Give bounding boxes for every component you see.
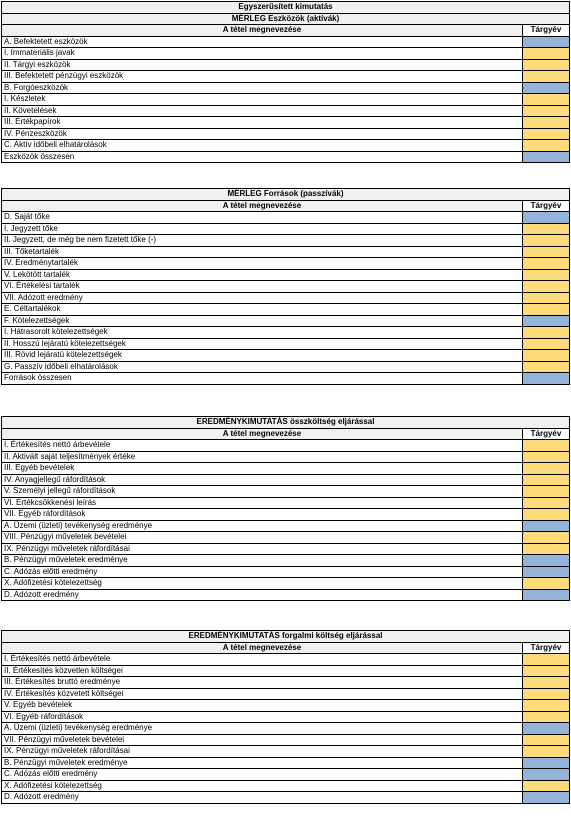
table-row bbox=[2, 700, 570, 712]
table-row bbox=[2, 769, 570, 781]
table-row bbox=[2, 578, 570, 590]
row-label-iv-anyagjellegu-raforditasok: IV. Anyagjellegű ráfordítások bbox=[2, 474, 523, 486]
input-value-cell[interactable] bbox=[522, 486, 569, 498]
row-label-iii-ertekesites-brutto-eredmenye: III. Értékesítés bruttó eredménye bbox=[2, 677, 523, 689]
column-header-row bbox=[2, 200, 570, 212]
input-value-cell[interactable] bbox=[522, 117, 569, 129]
table-row bbox=[2, 71, 570, 83]
row-label-i-keszletek: I. Készletek bbox=[2, 94, 523, 106]
input-value-cell[interactable] bbox=[522, 361, 569, 373]
table-row bbox=[2, 128, 570, 140]
table-row bbox=[2, 373, 570, 385]
table-row bbox=[2, 543, 570, 555]
row-label-c-adozas-elotti-eredmeny: C. Adózás előtti eredmény bbox=[2, 566, 523, 578]
current-year-header: Tárgyév bbox=[522, 25, 569, 37]
row-label-v-egyeb-bevetelek: V. Egyéb bevételek bbox=[2, 700, 523, 712]
table-row bbox=[2, 105, 570, 117]
column-header-row bbox=[2, 428, 570, 440]
table-row bbox=[2, 665, 570, 677]
row-label-iii-toketartalek: III. Tőketartalék bbox=[2, 246, 523, 258]
computed-value-cell bbox=[523, 769, 570, 781]
table-row bbox=[2, 94, 570, 106]
computed-value-cell bbox=[522, 555, 569, 567]
input-value-cell[interactable] bbox=[522, 94, 569, 106]
table-title-row bbox=[2, 189, 570, 201]
row-label-e-celtartalekok: E. Céltartalékok bbox=[2, 304, 523, 316]
table-row bbox=[2, 520, 570, 532]
table-row bbox=[2, 688, 570, 700]
table-row bbox=[2, 281, 570, 293]
table-row bbox=[2, 497, 570, 509]
input-value-cell[interactable] bbox=[522, 497, 569, 509]
input-value-cell[interactable] bbox=[522, 440, 569, 452]
row-label-viii-penzugyi-muveletek-bevetelei: VIII. Pénzügyi műveletek bevételei bbox=[2, 532, 523, 544]
row-label-i-jegyzett-toke: I. Jegyzett tőke bbox=[2, 223, 523, 235]
input-value-cell[interactable] bbox=[522, 235, 569, 247]
computed-value-cell bbox=[522, 520, 569, 532]
row-label-vi-ertekelesi-tartalek: VI. Értékelési tartalék bbox=[2, 281, 523, 293]
table-row bbox=[2, 555, 570, 567]
table-row bbox=[2, 509, 570, 521]
table-row bbox=[2, 451, 570, 463]
row-label-ii-targyi-eszkozok: II. Tárgyi eszközök bbox=[2, 59, 523, 71]
table-row bbox=[2, 677, 570, 689]
row-label-c-aktiv-idobeli-elhatarolasok: C. Aktív időbeli elhatárolások bbox=[2, 140, 523, 152]
input-value-cell[interactable] bbox=[523, 688, 570, 700]
table-row bbox=[2, 532, 570, 544]
row-label-i-ertekesites-netto-arbevetele: I. Értékesítés nettó árbevétele bbox=[2, 654, 523, 666]
row-label-iii-rovid-lejaratu-kotelezettsegek: III. Rövid lejáratú kötelezettségek bbox=[2, 350, 523, 362]
input-value-cell[interactable] bbox=[523, 654, 570, 666]
table-row bbox=[2, 780, 570, 792]
item-name-header: A tétel megnevezése bbox=[2, 25, 523, 37]
input-value-cell[interactable] bbox=[522, 304, 569, 316]
table-row bbox=[2, 212, 570, 224]
input-value-cell[interactable] bbox=[522, 59, 569, 71]
table-title: MÉRLEG Eszközök (aktívák) bbox=[2, 13, 570, 25]
table-row bbox=[2, 350, 570, 362]
row-label-g-passziv-idobeli-elhatarolasok: G. Passzív időbeli elhatárolások bbox=[2, 361, 523, 373]
table-row bbox=[2, 566, 570, 578]
table-title: EREDMÉNYKIMUTATÁS forgalmi költség eljárással bbox=[2, 631, 570, 643]
table-row bbox=[2, 746, 570, 758]
table-row bbox=[2, 440, 570, 452]
table-title-row bbox=[2, 631, 570, 643]
table-title-row bbox=[2, 417, 570, 429]
table-title: Egyszerűsített kimutatás bbox=[2, 2, 570, 14]
input-value-cell[interactable] bbox=[522, 281, 569, 293]
row-label-ii-ertekesites-kozvetlen-koltsegei: II. Értékesítés közvetlen költségei bbox=[2, 665, 523, 677]
row-label-vii-egyeb-raforditasok: VII. Egyéb ráfordítások bbox=[2, 509, 523, 521]
row-label-f-kotelezettsegek: F. Kötelezettségek bbox=[2, 315, 523, 327]
row-label-iv-eredmenytartalek: IV. Eredménytartalék bbox=[2, 258, 523, 270]
table-row bbox=[2, 589, 570, 601]
input-value-cell[interactable] bbox=[523, 734, 570, 746]
row-label-ii-jegyzett-de-meg-be-nem-fizetett-toke: II. Jegyzett, de még be nem fizetett tőke (-) bbox=[2, 235, 523, 247]
item-name-header: A tétel megnevezése bbox=[2, 642, 523, 654]
row-label-x-adofizetesi-kotelezettseg: X. Adófizetési kötelezettség bbox=[2, 780, 523, 792]
input-value-cell[interactable] bbox=[522, 474, 569, 486]
row-label-v-szemelyi-jellegu-raforditasok: V. Személyi jellegű ráfordítások bbox=[2, 486, 523, 498]
row-label-i-immaterialis-javak: I. Immateriális javak bbox=[2, 48, 523, 60]
table-row bbox=[2, 757, 570, 769]
table-row bbox=[2, 474, 570, 486]
income-statement-cost-of-sales-table bbox=[1, 630, 570, 804]
table-row bbox=[2, 292, 570, 304]
column-header-row bbox=[2, 642, 570, 654]
input-value-cell[interactable] bbox=[522, 269, 569, 281]
table-row bbox=[2, 151, 570, 163]
computed-value-cell bbox=[522, 212, 569, 224]
row-label-c-adozas-elotti-eredmeny: C. Adózás előtti eredmény bbox=[2, 769, 523, 781]
input-value-cell[interactable] bbox=[522, 223, 569, 235]
row-label-iii-befektetett-penzugyi-eszkozok: III. Befektetett pénzügyi eszközök bbox=[2, 71, 523, 83]
table-row bbox=[2, 654, 570, 666]
table-row bbox=[2, 463, 570, 475]
computed-value-cell bbox=[523, 723, 570, 735]
input-value-cell[interactable] bbox=[522, 140, 569, 152]
row-label-a-uzemi-uzleti-tevekenyseg-eredmenye: A. Üzemi (üzleti) tevékenység eredménye bbox=[2, 520, 523, 532]
row-label-a-uzemi-uzleti-tevekenyseg-eredmenye: A. Üzemi (üzleti) tevékenység eredménye bbox=[2, 723, 523, 735]
input-value-cell[interactable] bbox=[522, 350, 569, 362]
computed-value-cell bbox=[522, 36, 569, 48]
input-value-cell[interactable] bbox=[522, 451, 569, 463]
table-row bbox=[2, 269, 570, 281]
input-value-cell[interactable] bbox=[522, 48, 569, 60]
item-name-header: A tétel megnevezése bbox=[2, 200, 523, 212]
row-label-ix-penzugyi-muveletek-raforditasai: IX. Pénzügyi műveletek ráfordításai bbox=[2, 746, 523, 758]
row-label-d-adozott-eredmeny: D. Adózott eredmény bbox=[2, 589, 523, 601]
row-label-eszkozok-osszesen: Eszközök összesen bbox=[2, 151, 523, 163]
table-row bbox=[2, 48, 570, 60]
table-row bbox=[2, 315, 570, 327]
computed-value-cell bbox=[522, 315, 569, 327]
table-row bbox=[2, 246, 570, 258]
table-title: EREDMÉNYKIMUTATÁS összköltség eljárással bbox=[2, 417, 570, 429]
input-value-cell[interactable] bbox=[522, 327, 569, 339]
table-row bbox=[2, 258, 570, 270]
table-title-row bbox=[2, 13, 570, 25]
row-label-b-penzugyi-muveletek-eredmenye: B. Pénzügyi műveletek eredménye bbox=[2, 555, 523, 567]
column-header-row bbox=[2, 25, 570, 37]
row-label-vi-egyeb-raforditasok: VI. Egyéb ráfordítások bbox=[2, 711, 523, 723]
row-label-v-lekotott-tartalek: V. Lekötött tartalék bbox=[2, 269, 523, 281]
table-row bbox=[2, 304, 570, 316]
input-value-cell[interactable] bbox=[522, 246, 569, 258]
row-label-x-adofizetesi-kotelezettseg: X. Adófizetési kötelezettség bbox=[2, 578, 523, 590]
table-row bbox=[2, 327, 570, 339]
table-row bbox=[2, 723, 570, 735]
row-label-vii-adozott-eredmeny: VII. Adózott eredmény bbox=[2, 292, 523, 304]
input-value-cell[interactable] bbox=[522, 292, 569, 304]
computed-value-cell bbox=[523, 757, 570, 769]
row-label-iv-penzeszkozok: IV. Pénzeszközök bbox=[2, 128, 523, 140]
input-value-cell[interactable] bbox=[522, 105, 569, 117]
table-title: MÉRLEG Források (passzívák) bbox=[2, 189, 570, 201]
input-value-cell[interactable] bbox=[522, 543, 569, 555]
computed-value-cell bbox=[522, 151, 569, 163]
computed-value-cell bbox=[522, 82, 569, 94]
row-label-iii-egyeb-bevetelek: III. Egyéb bevételek bbox=[2, 463, 523, 475]
input-value-cell[interactable] bbox=[523, 746, 570, 758]
row-label-vi-ertekcsokkenesi-leiras: VI. Értékcsökkenési leírás bbox=[2, 497, 523, 509]
row-label-ii-hosszu-lejaratu-kotelezettsegek: II. Hosszú lejáratú kötelezettségek bbox=[2, 338, 523, 350]
table-row bbox=[2, 36, 570, 48]
input-value-cell[interactable] bbox=[523, 780, 570, 792]
input-value-cell[interactable] bbox=[523, 677, 570, 689]
current-year-header: Tárgyév bbox=[522, 200, 569, 212]
computed-value-cell bbox=[523, 792, 570, 804]
income-statement-total-cost-table bbox=[1, 416, 570, 601]
table-title-row bbox=[2, 2, 570, 14]
computed-value-cell bbox=[522, 589, 569, 601]
balance-assets-table bbox=[1, 1, 570, 163]
row-label-iii-ertekpapirok: III. Értékpapírok bbox=[2, 117, 523, 129]
balance-liabilities-table bbox=[1, 188, 570, 385]
row-label-b-forgoeszkozok: B. Forgóeszközök bbox=[2, 82, 523, 94]
item-name-header: A tétel megnevezése bbox=[2, 428, 523, 440]
current-year-header: Tárgyév bbox=[522, 428, 569, 440]
table-row bbox=[2, 711, 570, 723]
input-value-cell[interactable] bbox=[523, 665, 570, 677]
row-label-ix-penzugyi-muveletek-raforditasai: IX. Pénzügyi műveletek ráfordításai bbox=[2, 543, 523, 555]
current-year-header: Tárgyév bbox=[523, 642, 570, 654]
table-row bbox=[2, 140, 570, 152]
table-row bbox=[2, 82, 570, 94]
table-row bbox=[2, 734, 570, 746]
table-row bbox=[2, 59, 570, 71]
input-value-cell[interactable] bbox=[522, 338, 569, 350]
input-value-cell[interactable] bbox=[522, 509, 569, 521]
row-label-vii-penzugyi-muveletek-bevetelei: VII. Pénzügyi műveletek bevételei bbox=[2, 734, 523, 746]
table-row bbox=[2, 792, 570, 804]
input-value-cell[interactable] bbox=[522, 71, 569, 83]
row-label-ii-aktivalt-sajat-teljesitmenyek-erteke: II. Aktivált saját teljesítmények értéke bbox=[2, 451, 523, 463]
row-label-i-hatrasorolt-kotelezettsegek: I. Hátrasorolt kötelezettségek bbox=[2, 327, 523, 339]
table-row bbox=[2, 223, 570, 235]
input-value-cell[interactable] bbox=[522, 578, 569, 590]
input-value-cell[interactable] bbox=[522, 128, 569, 140]
row-label-i-ertekesites-netto-arbevetele: I. Értékesítés nettó árbevétele bbox=[2, 440, 523, 452]
table-row bbox=[2, 338, 570, 350]
input-value-cell[interactable] bbox=[522, 258, 569, 270]
table-row bbox=[2, 235, 570, 247]
table-row bbox=[2, 117, 570, 129]
input-value-cell[interactable] bbox=[523, 700, 570, 712]
row-label-ii-kovetelesek: II. Követelések bbox=[2, 105, 523, 117]
row-label-d-sajat-toke: D. Saját tőke bbox=[2, 212, 523, 224]
computed-value-cell bbox=[522, 566, 569, 578]
row-label-a-befektetett-eszkozok: A. Befektetett eszközök bbox=[2, 36, 523, 48]
computed-value-cell bbox=[522, 373, 569, 385]
table-row bbox=[2, 486, 570, 498]
row-label-iv-ertekesites-kozvetett-koltsegei: IV. Értékesítés közvetett költségei bbox=[2, 688, 523, 700]
row-label-d-adozott-eredmeny: D. Adózott eredmény bbox=[2, 792, 523, 804]
input-value-cell[interactable] bbox=[522, 532, 569, 544]
input-value-cell[interactable] bbox=[522, 463, 569, 475]
row-label-forrasok-osszesen: Források összesen bbox=[2, 373, 523, 385]
row-label-b-penzugyi-muveletek-eredmenye: B. Pénzügyi műveletek eredménye bbox=[2, 757, 523, 769]
input-value-cell[interactable] bbox=[523, 711, 570, 723]
table-row bbox=[2, 361, 570, 373]
